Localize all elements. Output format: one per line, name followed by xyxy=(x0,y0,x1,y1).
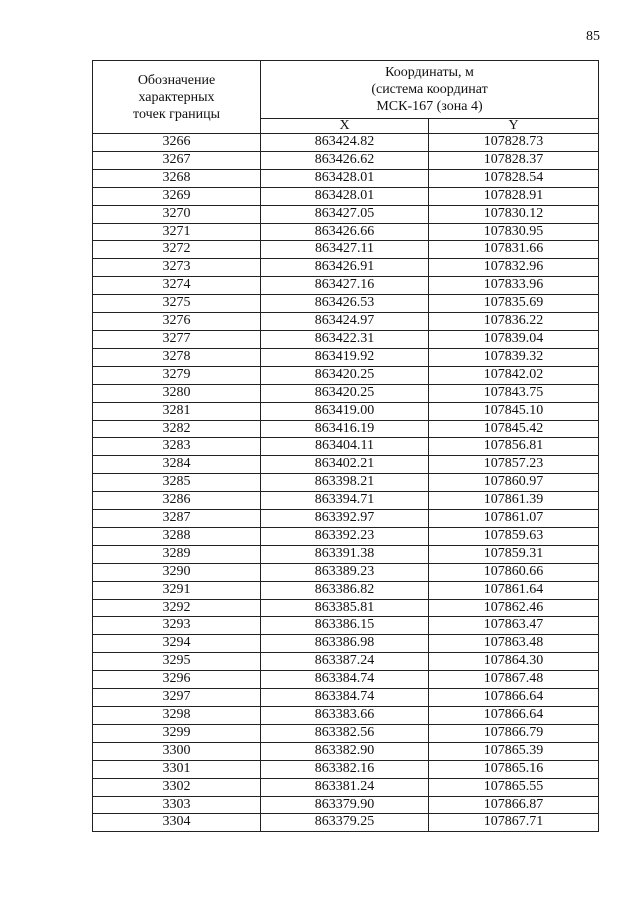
table-row xyxy=(93,277,599,295)
table-row xyxy=(93,796,599,814)
point-cell: 3291 xyxy=(93,581,261,599)
x-coordinate-cell: 863420.25 xyxy=(261,366,429,384)
y-coordinate-cell: 107839.32 xyxy=(429,348,599,366)
point-cell: 3278 xyxy=(93,348,261,366)
x-coordinate-cell: 863424.97 xyxy=(261,313,429,331)
points-column-header xyxy=(93,61,261,134)
table-row xyxy=(93,313,599,331)
y-coordinate-cell: 107863.47 xyxy=(429,617,599,635)
table-row xyxy=(93,259,599,277)
y-coordinate-cell: 107864.30 xyxy=(429,653,599,671)
y-coordinate-cell: 107830.12 xyxy=(429,205,599,223)
y-coordinate-cell: 107865.16 xyxy=(429,760,599,778)
table-row xyxy=(93,760,599,778)
x-coordinate-cell: 863382.90 xyxy=(261,742,429,760)
point-cell: 3298 xyxy=(93,707,261,725)
point-cell: 3283 xyxy=(93,438,261,456)
y-coordinate-cell: 107866.64 xyxy=(429,689,599,707)
point-cell: 3269 xyxy=(93,187,261,205)
y-coordinate-cell: 107866.79 xyxy=(429,724,599,742)
table-row xyxy=(93,134,599,152)
x-coordinate-cell: 863420.25 xyxy=(261,384,429,402)
table-row xyxy=(93,402,599,420)
y-coordinate-cell: 107843.75 xyxy=(429,384,599,402)
table-row xyxy=(93,420,599,438)
x-coordinate-cell: 863392.97 xyxy=(261,510,429,528)
point-cell: 3276 xyxy=(93,313,261,331)
x-coordinate-cell: 863427.05 xyxy=(261,205,429,223)
y-coordinate-cell: 107861.39 xyxy=(429,492,599,510)
x-coordinate-cell: 863386.82 xyxy=(261,581,429,599)
point-cell: 3271 xyxy=(93,223,261,241)
table-row xyxy=(93,563,599,581)
x-coordinate-cell: 863426.62 xyxy=(261,151,429,169)
x-coordinate-cell: 863394.71 xyxy=(261,492,429,510)
table-header-row xyxy=(93,61,599,119)
coordinates-column-header xyxy=(261,61,599,119)
table-row xyxy=(93,689,599,707)
point-cell: 3295 xyxy=(93,653,261,671)
y-coordinate-cell: 107867.48 xyxy=(429,671,599,689)
x-coordinate-cell: 863382.56 xyxy=(261,724,429,742)
x-coordinate-cell: 863404.11 xyxy=(261,438,429,456)
table-row xyxy=(93,241,599,259)
y-coordinate-cell: 107862.46 xyxy=(429,599,599,617)
y-coordinate-cell: 107856.81 xyxy=(429,438,599,456)
table-row xyxy=(93,384,599,402)
x-coordinate-cell: 863379.90 xyxy=(261,796,429,814)
y-coordinate-cell: 107865.55 xyxy=(429,778,599,796)
x-coordinate-cell: 863426.53 xyxy=(261,295,429,313)
x-coordinate-cell: 863428.01 xyxy=(261,169,429,187)
x-coordinate-cell: 863389.23 xyxy=(261,563,429,581)
table-row xyxy=(93,599,599,617)
y-coordinate-cell: 107866.64 xyxy=(429,707,599,725)
x-coordinate-cell: 863386.15 xyxy=(261,617,429,635)
table-row xyxy=(93,527,599,545)
table-row xyxy=(93,438,599,456)
x-coordinate-cell: 863427.16 xyxy=(261,277,429,295)
table-row xyxy=(93,366,599,384)
point-cell: 3279 xyxy=(93,366,261,384)
y-coordinate-cell: 107859.63 xyxy=(429,527,599,545)
x-coordinate-cell: 863382.16 xyxy=(261,760,429,778)
x-coordinate-cell: 863386.98 xyxy=(261,635,429,653)
coordinates-header-line: МСК-167 (зона 4) xyxy=(376,99,483,114)
point-cell: 3294 xyxy=(93,635,261,653)
y-coordinate-cell: 107828.73 xyxy=(429,134,599,152)
points-header-line: точек границы xyxy=(133,106,220,122)
table-row xyxy=(93,169,599,187)
y-coordinate-cell: 107836.22 xyxy=(429,313,599,331)
table-row xyxy=(93,617,599,635)
table-row xyxy=(93,707,599,725)
x-coordinate-cell: 863424.82 xyxy=(261,134,429,152)
table-row xyxy=(93,295,599,313)
point-cell: 3270 xyxy=(93,205,261,223)
x-coordinate-cell: 863384.74 xyxy=(261,671,429,689)
y-coordinate-cell: 107831.66 xyxy=(429,241,599,259)
table-row xyxy=(93,151,599,169)
points-header-line: характерных xyxy=(138,89,215,105)
x-coordinate-cell: 863402.21 xyxy=(261,456,429,474)
point-cell: 3282 xyxy=(93,420,261,438)
table-row xyxy=(93,456,599,474)
point-cell: 3268 xyxy=(93,169,261,187)
table-row xyxy=(93,545,599,563)
y-coordinate-cell: 107860.66 xyxy=(429,563,599,581)
y-coordinate-cell: 107866.87 xyxy=(429,796,599,814)
point-cell: 3281 xyxy=(93,402,261,420)
x-coordinate-cell: 863422.31 xyxy=(261,330,429,348)
page-number: 85 xyxy=(586,29,600,44)
table-row xyxy=(93,778,599,796)
point-cell: 3293 xyxy=(93,617,261,635)
point-cell: 3301 xyxy=(93,760,261,778)
x-coordinate-cell: 863379.25 xyxy=(261,814,429,832)
point-cell: 3272 xyxy=(93,241,261,259)
y-coordinate-cell: 107845.42 xyxy=(429,420,599,438)
point-cell: 3284 xyxy=(93,456,261,474)
point-cell: 3274 xyxy=(93,277,261,295)
table-row xyxy=(93,653,599,671)
y-coordinate-cell: 107861.07 xyxy=(429,510,599,528)
table-row xyxy=(93,474,599,492)
table-row xyxy=(93,742,599,760)
x-coordinate-cell: 863416.19 xyxy=(261,420,429,438)
coordinates-header-line: (система координат xyxy=(371,82,488,97)
point-cell: 3289 xyxy=(93,545,261,563)
x-coordinate-cell: 863391.38 xyxy=(261,545,429,563)
table-row xyxy=(93,187,599,205)
x-coordinate-cell: 863381.24 xyxy=(261,778,429,796)
table-row xyxy=(93,814,599,832)
point-cell: 3288 xyxy=(93,527,261,545)
y-coordinate-cell: 107859.31 xyxy=(429,545,599,563)
y-coordinate-cell: 107832.96 xyxy=(429,259,599,277)
table-row xyxy=(93,671,599,689)
table-row xyxy=(93,581,599,599)
y-coordinate-cell: 107835.69 xyxy=(429,295,599,313)
y-coordinate-cell: 107839.04 xyxy=(429,330,599,348)
x-coordinate-cell: 863427.11 xyxy=(261,241,429,259)
x-coordinate-cell: 863383.66 xyxy=(261,707,429,725)
y-coordinate-cell: 107845.10 xyxy=(429,402,599,420)
point-cell: 3280 xyxy=(93,384,261,402)
y-coordinate-cell: 107830.95 xyxy=(429,223,599,241)
x-coordinate-cell: 863419.00 xyxy=(261,402,429,420)
x-coordinate-cell: 863398.21 xyxy=(261,474,429,492)
y-coordinate-cell: 107828.37 xyxy=(429,151,599,169)
y-coordinate-cell: 107861.64 xyxy=(429,581,599,599)
x-coordinate-cell: 863428.01 xyxy=(261,187,429,205)
x-coordinate-cell: 863426.91 xyxy=(261,259,429,277)
point-cell: 3273 xyxy=(93,259,261,277)
point-cell: 3304 xyxy=(93,814,261,832)
table-row xyxy=(93,510,599,528)
point-cell: 3277 xyxy=(93,330,261,348)
table-row xyxy=(93,330,599,348)
table-row xyxy=(93,223,599,241)
table-row xyxy=(93,492,599,510)
point-cell: 3266 xyxy=(93,134,261,152)
point-cell: 3267 xyxy=(93,151,261,169)
x-coordinate-cell: 863385.81 xyxy=(261,599,429,617)
table-body xyxy=(93,134,599,832)
y-coordinate-cell: 107863.48 xyxy=(429,635,599,653)
points-header-line: Обозначение xyxy=(137,72,216,88)
y-coordinate-cell: 107833.96 xyxy=(429,277,599,295)
point-cell: 3299 xyxy=(93,724,261,742)
point-cell: 3275 xyxy=(93,295,261,313)
coordinates-header-line: Координаты, м xyxy=(385,65,474,80)
point-cell: 3300 xyxy=(93,742,261,760)
y-coordinate-cell: 107828.91 xyxy=(429,187,599,205)
x-column-header: X xyxy=(261,119,429,134)
y-coordinate-cell: 107860.97 xyxy=(429,474,599,492)
point-cell: 3302 xyxy=(93,778,261,796)
table-row xyxy=(93,348,599,366)
x-coordinate-cell: 863392.23 xyxy=(261,527,429,545)
y-coordinate-cell: 107828.54 xyxy=(429,169,599,187)
coordinates-table xyxy=(92,60,599,832)
y-coordinate-cell: 107867.71 xyxy=(429,814,599,832)
x-coordinate-cell: 863384.74 xyxy=(261,689,429,707)
point-cell: 3303 xyxy=(93,796,261,814)
table-row xyxy=(93,724,599,742)
x-coordinate-cell: 863426.66 xyxy=(261,223,429,241)
point-cell: 3286 xyxy=(93,492,261,510)
point-cell: 3292 xyxy=(93,599,261,617)
table-row xyxy=(93,205,599,223)
x-coordinate-cell: 863419.92 xyxy=(261,348,429,366)
y-coordinate-cell: 107842.02 xyxy=(429,366,599,384)
point-cell: 3297 xyxy=(93,689,261,707)
point-cell: 3285 xyxy=(93,474,261,492)
y-coordinate-cell: 107865.39 xyxy=(429,742,599,760)
point-cell: 3296 xyxy=(93,671,261,689)
y-coordinate-cell: 107857.23 xyxy=(429,456,599,474)
table-row xyxy=(93,635,599,653)
x-coordinate-cell: 863387.24 xyxy=(261,653,429,671)
y-column-header: Y xyxy=(429,119,599,134)
point-cell: 3287 xyxy=(93,510,261,528)
point-cell: 3290 xyxy=(93,563,261,581)
